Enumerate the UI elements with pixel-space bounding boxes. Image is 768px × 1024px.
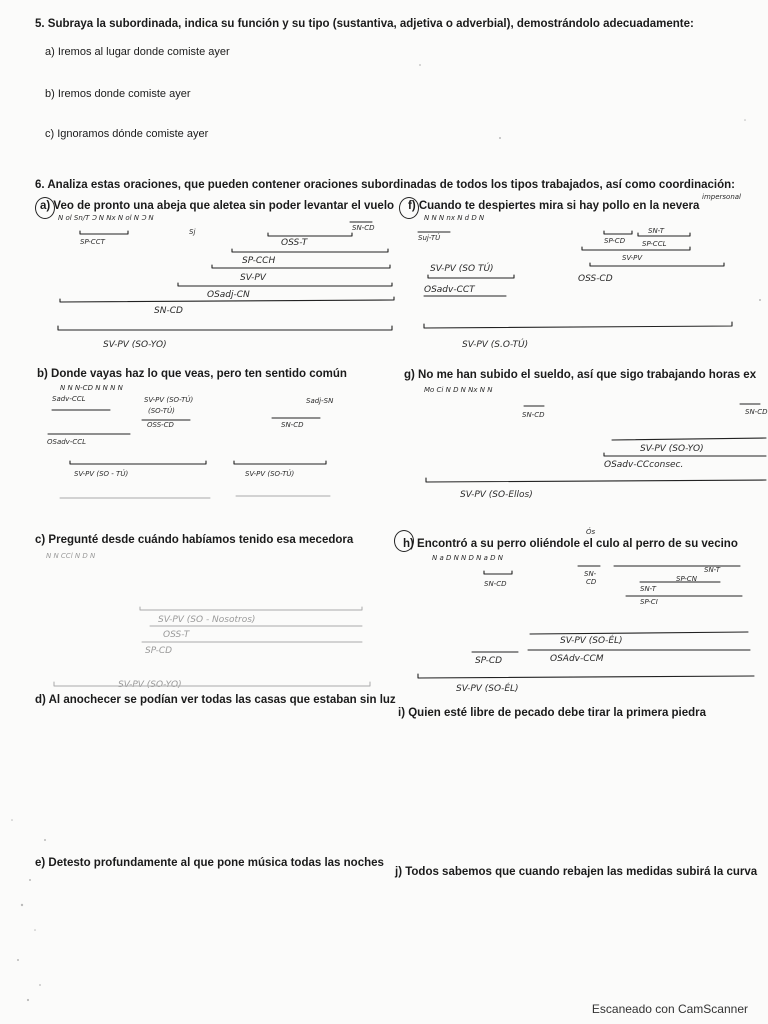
hw-h-sn: SN- — [584, 570, 597, 578]
hw-b-snt: Sadj-SN — [306, 397, 334, 405]
hw-g-svpv: SV-PV (SO-YO) — [640, 444, 704, 454]
hw-h-cd: CD — [586, 578, 597, 586]
hw-h-words: N a D N N D N a D N — [432, 554, 503, 562]
hw-h-svpv: SV-PV (SO-ÉL) — [560, 636, 623, 646]
hw-b-osadv: OSadv-CCL — [47, 438, 87, 446]
hw-b-pred2: SV-PV (SO-TÚ) — [245, 470, 295, 478]
hw-a-pred: SV-PV (SO-YO) — [103, 340, 167, 350]
hw-g-pred: SV-PV (SO-Ellos) — [460, 490, 533, 500]
hw-f-spccl: SP-CCL — [642, 240, 667, 248]
hw-f-svpv: SV-PV — [622, 254, 643, 262]
hw-h-snt: SN-T — [704, 566, 720, 574]
sentence-e: e) Detesto profundamente al que pone música todas las noches — [35, 857, 384, 869]
hw-c-oss: OSS-T — [163, 630, 190, 640]
hw-b-soto: (SO-TÚ) — [148, 407, 175, 415]
hw-g-osadv: OSadv-CCconsec. — [604, 460, 684, 470]
hw-f-spcd: SP-CD — [604, 237, 626, 245]
sentence-f: f) Cuando te despiertes mira si hay pollo en la nevera — [408, 200, 700, 212]
hw-f-words: N N N nx N d D N — [424, 214, 485, 222]
hw-f-sujtu: Suj-TÚ — [418, 234, 441, 242]
exercise-6-title: 6. Analiza estas oraciones, que pueden contener oraciones subordinadas de todos los tipos trabajados, así como coordinación: — [35, 179, 735, 191]
sentence-c: c) Pregunté desde cuándo habíamos tenido esa mecedora — [35, 534, 354, 546]
hw-g-sncd: SN-CD — [522, 411, 545, 419]
hw-f-oss: OSS-CD — [578, 274, 613, 284]
exercise-5b: b) Iremos donde comiste ayer — [45, 88, 191, 100]
exercise-5a: a) Iremos al lugar donde comiste ayer — [45, 46, 230, 58]
hw-h-osadv: OSAdv-CCM — [550, 654, 604, 664]
hw-a-words: N ol Sn/T Ɔ N Nx N ol N Ɔ N — [58, 214, 154, 222]
hw-a-svpv: SV-PV — [240, 273, 266, 283]
hw-c-words: N N CCl N D N — [46, 552, 96, 560]
hw-a-sncd2: SN-CD — [154, 306, 183, 316]
exercise-5c: c) Ignoramos dónde comiste ayer — [45, 128, 209, 140]
sentence-g: g) No me han subido el sueldo, así que sigo trabajando horas ex — [404, 369, 757, 381]
sentence-d: d) Al anochecer se podían ver todas las casas que estaban sin luz — [35, 694, 396, 706]
hw-h-sncd: SN-CD — [484, 580, 507, 588]
sentence-j: j) Todos sabemos que cuando rebajen las medidas subirá la curva — [395, 866, 758, 878]
hw-a-osadj: OSadj-CN — [207, 290, 250, 300]
hw-a-spcct: SP-CCT — [80, 238, 105, 246]
hw-b-sadv: Sadv-CCL — [52, 395, 86, 403]
hw-h-spci: SP-CI — [640, 598, 658, 606]
scanner-watermark: Escaneado con CamScanner — [591, 1002, 748, 1016]
hw-h-spcn: SP-CN — [676, 575, 697, 583]
hw-b-svpv: SV-PV (SO-TÚ) — [144, 396, 194, 404]
exercise-5-title: 5. Subraya la subordinada, indica su función y su tipo (sustantiva, adjetiva o adverbial), demostrándolo adecuadamente: — [35, 18, 694, 30]
hw-c-pred: SV-PV (SO-YO) — [118, 680, 182, 690]
hw-f-svpv2: SV-PV (SO TÚ) — [430, 264, 494, 274]
hw-h-snt2: SN-T — [640, 585, 656, 593]
hw-f-snt: SN-T — [648, 227, 664, 235]
hw-g-words: Mo Ci N D N Nx N N — [424, 386, 493, 394]
hw-a-oss: OSS-T — [281, 238, 308, 248]
hw-h-spcd: SP-CD — [475, 656, 503, 666]
hw-c-spcd: SP-CD — [145, 646, 173, 656]
hw-f-osadv: OSadv-CCT — [424, 285, 475, 295]
sentence-h: h) Encontró a su perro oliéndole el culo al perro de su vecino — [403, 538, 738, 550]
hw-a-sncd: SN-CD — [352, 224, 375, 232]
hw-g-sncd2: SN-CD — [745, 408, 768, 416]
hw-b-oss: OSS-CD — [147, 421, 174, 429]
hw-b-sncd: SN-CD — [281, 421, 304, 429]
hw-b-words: N N N-CD N N N N — [60, 384, 123, 392]
hw-b-pred1: SV-PV (SO - TÚ) — [74, 470, 129, 478]
hw-c-svpv: SV-PV (SO - Nosotros) — [158, 615, 256, 625]
hw-h-pred: SV-PV (SO-ÉL) — [456, 684, 519, 694]
hw-f-pred: SV-PV (S.O-TÚ) — [462, 340, 529, 350]
hw-f-small: impersonal — [702, 193, 741, 201]
sentence-a: a) Veo de pronto una abeja que aletea sin poder levantar el vuelo — [40, 200, 395, 212]
hw-a-spcch: SP-CCH — [242, 256, 276, 266]
hw-h-os: Ós — [586, 528, 596, 536]
sentence-i: i) Quien esté libre de pecado debe tirar la primera piedra — [398, 707, 707, 719]
sentence-b: b) Donde vayas haz lo que veas, pero ten sentido común — [37, 368, 347, 380]
hw-a-sj: Sj — [189, 228, 196, 236]
